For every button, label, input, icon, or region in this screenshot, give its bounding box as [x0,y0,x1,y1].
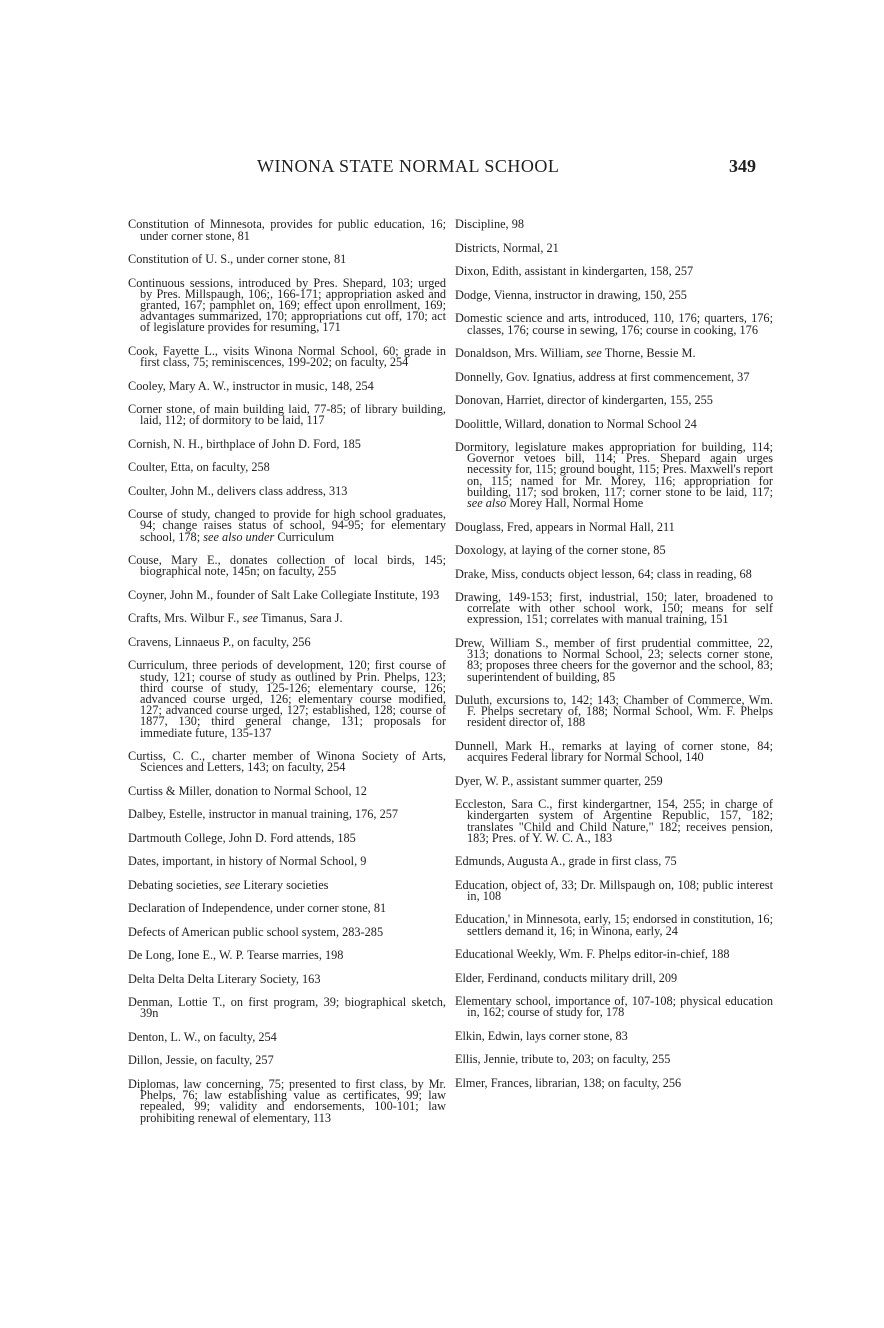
index-entry-text: Doolittle, Willard, donation to Normal School 24 [455,416,697,431]
index-entry-text: Ellis, Jennie, tribute to, 203; on faculty, 255 [455,1052,671,1067]
index-entry [455,416,773,431]
index-entry-text: Cooley, Mary A. W., instructor in music, 148, 254 [128,378,374,393]
index-entry-text: Edmunds, Augusta A., grade in first class, 75 [455,854,677,869]
index-entry [128,587,446,602]
index-entry [455,856,773,867]
index-entry [128,877,446,892]
index-entry [455,592,773,626]
index-entry-text: Educational Weekly, Wm. F. Phelps editor-in-chief, 188 [455,947,730,962]
index-entry-text: Duluth, excursions to, 142; 143; Chamber of Commerce, Wm. F. Phelps secretary of, 188; Normal School, Wm. F. Phelps resident director of, 188 [455,693,773,730]
index-entry [455,695,773,729]
index-entry [128,783,446,798]
index-column-left [128,207,446,1134]
index-entry [455,877,773,903]
index-entry [128,462,446,473]
index-entry [128,634,446,649]
index-entry-text: Elmer, Frances, librarian, 138; on faculty, 256 [455,1075,682,1090]
index-entry-text: Districts, Normal, 21 [455,240,559,255]
index-entry [455,348,773,359]
index-entry [128,751,446,773]
index-entry [455,566,773,581]
index-entry-text: Cravens, Linnaeus P., on faculty, 256 [128,634,311,649]
index-entry [128,275,446,335]
index-entry-text: Continuous sessions, introduced by Pres. Shepard, 103; urged by Pres. Millspaugh, 106;, 166-171; appropriation asked and granted, 167; pamphlet on, 169; effect upon enrollment, 169; advantages summarized, 170; appropriations cut off, 170; act of legislature provides for resuming, 171 [128,275,446,335]
index-entry-text: Dodge, Vienna, instructor in drawing, 150, 255 [455,287,687,302]
index-entry [455,949,773,960]
index-entry [128,343,446,370]
index-entry-text: Elementary school, importance of, 107-108; physical education in, 162; course of study for, 178 [455,994,773,1020]
index-entry-text: Domestic science and arts, introduced, 110, 176; quarters, 176; classes, 176; course in sewing, 176; course in cooking, 176 [455,311,773,337]
index-entry [455,545,773,556]
index-entry-text: Declaration of Independence, under corner stone, 81 [128,901,387,916]
index-entry-text: Dyer, W. P., assistant summer quarter, 259 [455,773,663,788]
cross-reference-label: see [586,346,602,360]
index-entry [128,971,446,986]
index-entry-text: Drake, Miss, conducts object lesson, 64; class in reading, 68 [455,566,752,581]
index-entry [455,773,773,788]
index-entry [128,613,446,624]
index-column-right [455,207,773,1100]
index-entry-text: Denman, Lottie T., on first program, 39; biographical sketch, 39n [128,995,446,1021]
index-entry-text: Elder, Ferdinand, conducts military drill, 209 [455,970,678,985]
index-entry [128,254,446,265]
index-entry [128,436,446,451]
index-entry-text: Douglass, Fred, appears in Normal Hall, 211 [455,519,675,534]
index-entry [455,635,773,684]
index-entry [128,483,446,498]
index-entry-text: Crafts, Mrs. Wilbur F., [128,611,240,626]
index-entry-text: Eccleston, Sara C., first kindergartner, 154, 255; in charge of kindergarten system of Argentine Republic, 157, 182; translates "Child and Child Nature," 182; receives pension, 183; Pres. of Y. W. C. A., 183 [455,797,773,845]
index-entry-text: Coulter, John M., delivers class address, 313 [128,483,348,498]
index-entry [455,240,773,255]
index-entry [455,970,773,985]
index-entry-text: Dillon, Jessie, on faculty, 257 [128,1053,274,1068]
cross-reference-label: see [242,611,259,626]
index-entry [128,1055,446,1066]
index-entry-text: Couse, Mary E., donates collection of local birds, 145; biographical note, 145n; on faculty, 255 [128,553,446,579]
index-entry-text: De Long, Ione E., W. P. Tearse marries, 198 [128,948,344,963]
index-entry [455,266,773,277]
index-entry [128,404,446,426]
index-entry-text: Cook, Fayette L., visits Winona Normal School, 60; grade in first class, 75; reminiscences, 199-202; on faculty, 254 [128,343,446,370]
index-entry-text: Diplomas, law concerning, 75; presented to first class, by Mr. Phelps, 76; law establishing value as certificates, 99; law repealed, 99; validity and endorsements, 100-101; law prohibiting renewal of elementary, 113 [128,1076,446,1125]
index-entry [455,442,773,509]
index-entry-text: Cornish, N. H., birthplace of John D. Ford, 185 [128,436,361,451]
index-entry-text: Drawing, 149-153; first, industrial, 150; later, broadened to correlate with other school work, 150; means for self expression, 151; correlates with manual training, 151 [455,590,773,627]
index-entry [455,996,773,1018]
index-entry [128,660,446,738]
index-entry [455,914,773,936]
index-entry [128,219,446,241]
index-entry-text: Curtiss & Miller, donation to Normal School, 12 [128,783,367,798]
index-entry [128,903,446,914]
index-entry [128,997,446,1019]
running-title: WINONA STATE NORMAL SCHOOL [257,156,560,176]
cross-reference-target: Thorne, Bessie M. [601,346,696,360]
index-entry [128,830,446,845]
index-entry [455,219,773,230]
index-entry-text: Dunnell, Mark H., remarks at laying of corner stone, 84; acquires Federal library for Normal School, 140 [455,738,773,765]
index-entry [455,799,773,844]
index-entry [455,1054,773,1065]
index-entry-text: Drew, William S., member of first prudential committee, 22, 313; donations to Normal School, 23; selects corner stone, 83; proposes three cheers for the governor and the school, 83; superintendent of building, 85 [455,635,773,684]
index-entry-text: Corner stone, of main building laid, 77-85; of library building, laid, 112; of dormitory to be laid, 117 [128,402,446,428]
index-entry [455,313,773,335]
cross-reference-label: see also [467,496,507,511]
index-entry-text: Elkin, Edwin, lays corner stone, 83 [455,1028,628,1043]
index-entry [128,1076,446,1125]
index-entry [128,924,446,939]
cross-reference-label: see [224,877,241,892]
index-entry [455,369,773,384]
index-entry [128,856,446,867]
page-number: 349 [729,156,756,176]
index-entry-text: Curriculum, three periods of development, 120; first course of study, 121; course of study as outlined by Prin. Phelps, 123; third course of study, 125-126; elementary course, 126; advanced course urged, 126; elementary course modified, 127; advanced course urged, 127; established, 128; course of 1877, 130; third general change, 131; proposals for immediate future, 135-137 [128,658,446,740]
cross-reference-target: Morey Hall, Normal Home [506,496,644,511]
index-entry-text: Education,' in Minnesota, early, 15; endorsed in constitution, 16; settlers demand it, 16; in Winona, early, 24 [455,912,773,938]
index-entry-text: Donaldson, Mrs. William, [455,346,584,360]
index-entry [128,809,446,820]
index-entry-text: Dalbey, Estelle, instructor in manual training, 176, 257 [128,807,399,822]
index-entry-text: Course of study, changed to provide for high school graduates, 94; change raises status of school, 94-95; for elementary school, 178; [128,507,446,544]
index-entry-text: Donnelly, Gov. Ignatius, address at first commencement, 37 [455,369,750,384]
index-entry-text: Defects of American public school system, 283-285 [128,924,384,939]
index-entry [455,287,773,302]
page-header [0,156,884,182]
index-entry [455,395,773,406]
cross-reference-target: Curriculum [274,529,335,544]
index-entry [455,519,773,534]
index-entry-text: Donovan, Harriet, director of kindergarten, 155, 255 [455,393,713,407]
index-entry-text: Dartmouth College, John D. Ford attends, 185 [128,830,356,845]
index-entry [128,1029,446,1044]
index-entry [455,738,773,765]
cross-reference-target: Timanus, Sara J. [258,611,343,626]
index-entry [128,950,446,961]
index-entry [455,1028,773,1043]
index-entry-text: Denton, L. W., on faculty, 254 [128,1029,277,1044]
index-entry-text: Doxology, at laying of the corner stone, 85 [455,543,666,558]
cross-reference-label: see also under [203,529,275,544]
index-entry [128,378,446,393]
index-entry-text: Delta Delta Delta Literary Society, 163 [128,971,321,986]
index-entry-text: Debating societies, [128,877,222,892]
index-entry-text: Coyner, John M., founder of Salt Lake Collegiate Institute, 193 [128,587,440,602]
index-entry-text: Coulter, Etta, on faculty, 258 [128,460,270,475]
cross-reference-target: Literary societies [240,877,329,892]
index-entry-text: Curtiss, C. C., charter member of Winona Society of Arts, Sciences and Letters, 143; on faculty, 254 [128,749,446,775]
index-entry-text: Constitution of U. S., under corner stone, 81 [128,252,347,266]
index-entry-text: Dixon, Edith, assistant in kindergarten, 158, 257 [455,264,694,279]
index-entry-text: Discipline, 98 [455,217,524,232]
index-entry [128,509,446,543]
index-entry [455,1075,773,1090]
index-entry [128,555,446,577]
index-entry-text: Constitution of Minnesota, provides for public education, 16; under corner stone, 81 [128,217,446,243]
index-entry-text: Dates, important, in history of Normal School, 9 [128,854,367,869]
index-entry-text: Dormitory, legislature makes appropriation for building, 114; Governor vetoes bill, 114; Pres. Shepard again urges necessity for, 115; ground bought, 115; Pres. Maxwell's report on, 115; named for Mr. Morey, 116; appropriation for building, 117; sod broken, 117; corner stone to be laid, 117; [455,440,773,499]
index-entry-text: Education, object of, 33; Dr. Millspaugh on, 108; public interest in, 108 [455,877,773,903]
